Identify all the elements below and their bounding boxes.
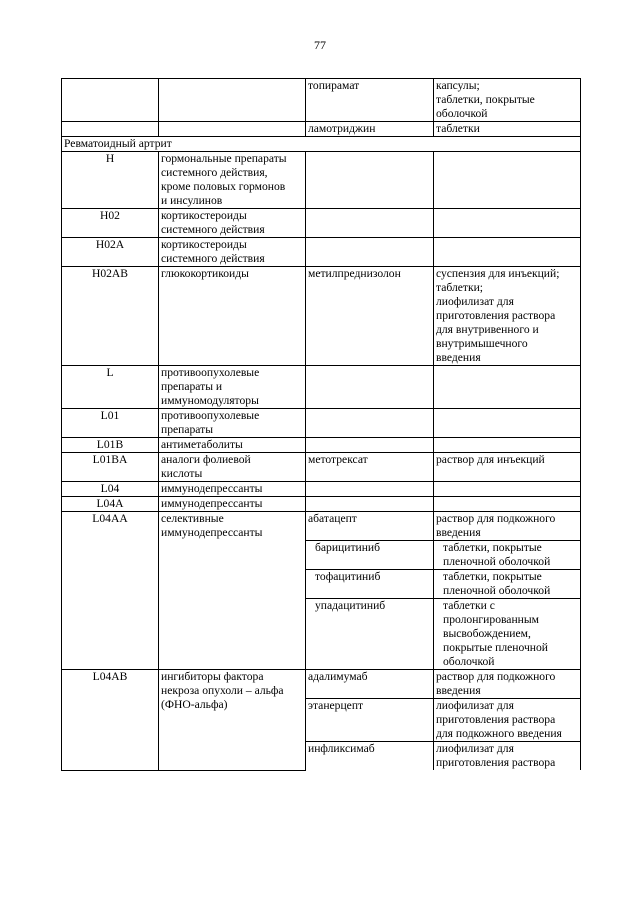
dosage-form-cell <box>434 497 581 512</box>
group-name-cell: ингибиторы фактора некроза опухоли – альфа (ФНО-альфа) <box>159 670 306 771</box>
drug-name-cell: тофацитиниб <box>306 570 434 599</box>
page-number: 77 <box>314 38 326 52</box>
dosage-form-cell: таблетки <box>434 122 581 137</box>
group-name-cell: противоопухолевые препараты <box>159 409 306 438</box>
drug-name-cell <box>306 238 434 267</box>
dosage-form-cell <box>434 152 581 209</box>
atc-code-cell: L01 <box>62 409 159 438</box>
atc-code-cell <box>62 79 159 122</box>
table-row <box>62 122 581 137</box>
dosage-form-cell: раствор для подкожного введения <box>434 670 581 699</box>
dosage-form-cell <box>434 438 581 453</box>
dosage-form-cell: раствор для подкожного введения <box>434 512 581 541</box>
table-row <box>62 366 581 409</box>
drug-name-cell <box>306 409 434 438</box>
group-name-cell: селективные иммунодепрессанты <box>159 512 306 670</box>
dosage-form-cell <box>434 409 581 438</box>
dosage-form-cell: суспензия для инъекций; таблетки; лиофилизат для приготовления раствора для внутривенного и внутримышечного введения <box>434 267 581 366</box>
atc-code-cell: L04AB <box>62 670 159 771</box>
group-name-cell: иммунодепрессанты <box>159 497 306 512</box>
section-title: Ревматоидный артрит <box>62 137 581 152</box>
group-name-cell: аналоги фолиевой кислоты <box>159 453 306 482</box>
drug-name-cell <box>306 482 434 497</box>
dosage-form-cell: лиофилизат для приготовления раствора для подкожного введения <box>434 699 581 742</box>
table-row <box>62 497 581 512</box>
atc-code-cell: L01BA <box>62 453 159 482</box>
dosage-form-cell <box>434 238 581 267</box>
medication-table <box>61 78 581 771</box>
table-row <box>62 267 581 366</box>
drug-name-cell <box>306 497 434 512</box>
dosage-form-cell <box>434 209 581 238</box>
group-name-cell: иммунодепрессанты <box>159 482 306 497</box>
drug-name-cell <box>306 209 434 238</box>
dosage-form-cell: лиофилизат для приготовления раствора <box>434 742 581 771</box>
table-row <box>62 152 581 209</box>
dosage-form-cell: раствор для инъекций <box>434 453 581 482</box>
drug-name-cell: абатацепт <box>306 512 434 541</box>
drug-name-cell: адалимумаб <box>306 670 434 699</box>
group-name-cell: антиметаболиты <box>159 438 306 453</box>
table-row <box>62 670 581 699</box>
group-name-cell: глюкокортикоиды <box>159 267 306 366</box>
table-row <box>62 482 581 497</box>
group-name-cell: кортикостероиды системного действия <box>159 209 306 238</box>
table-row <box>62 409 581 438</box>
group-name-cell <box>159 79 306 122</box>
atc-code-cell: H <box>62 152 159 209</box>
table-row <box>62 438 581 453</box>
atc-code-cell: L04A <box>62 497 159 512</box>
dosage-form-cell <box>434 482 581 497</box>
atc-code-cell: L04AA <box>62 512 159 670</box>
atc-code-cell: L01B <box>62 438 159 453</box>
atc-code-cell: L04 <box>62 482 159 497</box>
drug-name-cell: инфликсимаб <box>306 742 434 771</box>
dosage-form-cell: капсулы; таблетки, покрытые оболочкой <box>434 79 581 122</box>
dosage-form-cell: таблетки, покрытые пленочной оболочкой <box>434 570 581 599</box>
drug-name-cell: упадацитиниб <box>306 599 434 670</box>
group-name-cell <box>159 122 306 137</box>
atc-code-cell: H02A <box>62 238 159 267</box>
table-row <box>62 512 581 541</box>
atc-code-cell: H02 <box>62 209 159 238</box>
atc-code-cell: L <box>62 366 159 409</box>
dosage-form-cell <box>434 366 581 409</box>
table-row <box>62 209 581 238</box>
table-row <box>62 79 581 122</box>
section-row <box>62 137 581 152</box>
group-name-cell: кортикостероиды системного действия <box>159 238 306 267</box>
dosage-form-cell: таблетки, покрытые пленочной оболочкой <box>434 541 581 570</box>
drug-name-cell: барицитиниб <box>306 541 434 570</box>
dosage-form-cell: таблетки с пролонгированным высвобождением, покрытые пленочной оболочкой <box>434 599 581 670</box>
drug-name-cell <box>306 366 434 409</box>
group-name-cell: гормональные препараты системного действия, кроме половых гормонов и инсулинов <box>159 152 306 209</box>
atc-code-cell: H02AB <box>62 267 159 366</box>
drug-name-cell: ламотриджин <box>306 122 434 137</box>
table-row <box>62 453 581 482</box>
drug-name-cell: этанерцепт <box>306 699 434 742</box>
drug-name-cell <box>306 438 434 453</box>
drug-name-cell: метотрексат <box>306 453 434 482</box>
drug-name-cell <box>306 152 434 209</box>
atc-code-cell <box>62 122 159 137</box>
drug-name-cell: топирамат <box>306 79 434 122</box>
group-name-cell: противоопухолевые препараты и иммуномодуляторы <box>159 366 306 409</box>
drug-name-cell: метилпреднизолон <box>306 267 434 366</box>
table-row <box>62 238 581 267</box>
